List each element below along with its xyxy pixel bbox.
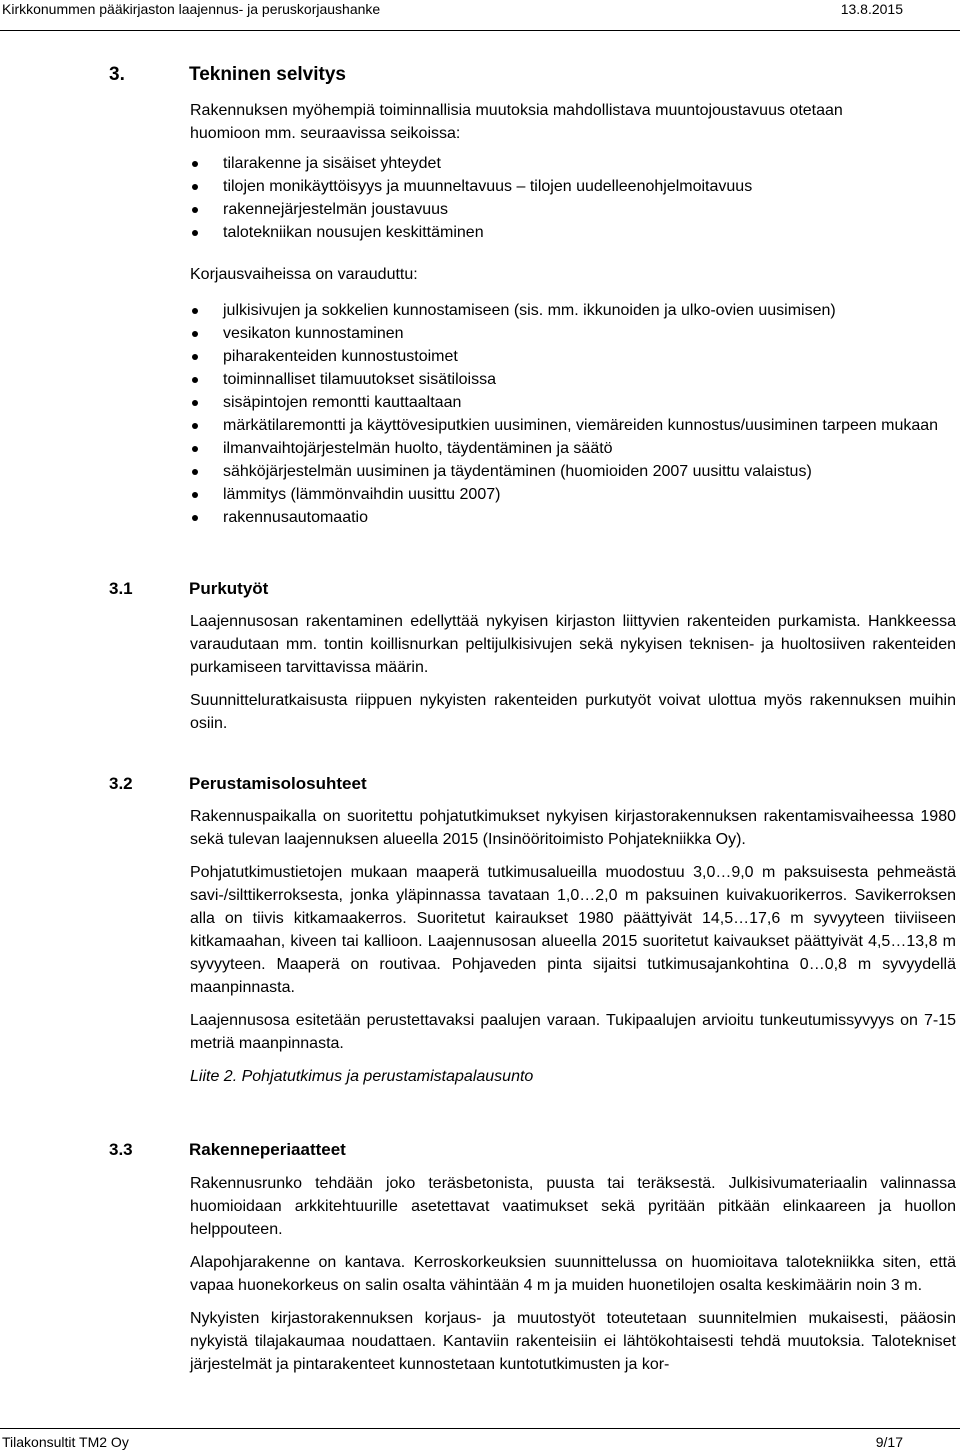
- renovation-lead: Korjausvaiheissa on varauduttu:: [190, 266, 418, 283]
- list-item: vesikaton kunnostaminen: [190, 322, 956, 345]
- section-title: Tekninen selvitys: [189, 64, 346, 85]
- paragraph: Rakennusrunko tehdään joko teräsbetonista, puusta tai teräksestä. Julkisivumateriaalin valinnassa huomioidaan arkkitehtuurille asetettavat vaatimukset sekä pyritään pitkään elinkaareen ja huollon helppouteen.: [190, 1175, 956, 1238]
- paragraph: Suunnitteluratkaisusta riippuen nykyisten rakenteiden purkutyöt voivat ulottua myös rakennuksen muihin osiin.: [190, 692, 956, 732]
- document-date: 13.8.2015: [840, 1, 903, 17]
- list-item: sisäpintojen remontti kauttaaltaan: [190, 391, 956, 414]
- paragraph: Laajennusosa esitetään perustettavaksi paalujen varaan. Tukipaalujen arvioitu tunkeutumissyvyys on 7-15 metriä maanpinnasta.: [190, 1012, 956, 1052]
- paragraph: Alapohjarakenne on kantava. Kerroskorkeuksien suunnittelussa on huomioitava talotekniikka siten, että vapaa huonekorkeus on salin osalta vähintään 4 m ja muiden huonetilojen osalta keskimäärin noin 3 m.: [190, 1254, 956, 1294]
- bullet-icon: [192, 469, 198, 475]
- list-item: märkätilaremontti ja käyttövesiputkien uusiminen, viemäreiden kunnostus/uusiminen tarpeen mukaan: [190, 414, 956, 437]
- section-3-heading: [109, 64, 346, 86]
- paragraph: Laajennusosan rakentaminen edellyttää nykyisen kirjaston liittyvien rakenteiden purkamista. Hankkeessa varaudutaan mm. tontin koillisnurkan peltijulkisivujen sekä nykyisen teknisen- ja huoltosiiven rakenteiden purkamiseen tarvittavissa määrin.: [190, 613, 956, 676]
- bullet-icon: [192, 230, 198, 236]
- section-number: 3.: [109, 64, 125, 85]
- section-3-intro: [190, 99, 956, 145]
- list-item: talotekniikan nousujen keskittäminen: [190, 221, 956, 244]
- bullet-icon: [192, 492, 198, 498]
- bullet-icon: [192, 423, 198, 429]
- page-number: 9/17: [875, 1434, 903, 1450]
- section-3-3-heading: 3.3 Rakenneperiaatteet: [109, 1140, 346, 1159]
- bullet-icon: [192, 515, 198, 521]
- bullet-icon: [192, 354, 198, 360]
- list-item: julkisivujen ja sokkelien kunnostamiseen (sis. mm. ikkunoiden ja ulko-ovien uusimisen): [190, 299, 956, 322]
- bullet-icon: [192, 400, 198, 406]
- intro-line-2: huomioon mm. seuraavissa seikoissa:: [190, 125, 461, 142]
- section-3-3-body: [190, 1172, 956, 1376]
- page-header: [0, 0, 960, 31]
- section-3-2-heading: 3.2 Perustamisolosuhteet: [109, 774, 367, 793]
- paragraph: Rakennuspaikalla on suoritettu pohjatutkimukset nykyisen kirjastorakennuksen rakentamisvaiheessa 1980 sekä tulevan laajennuksen alueella 2015 (Insinööritoimisto Pohjatekniikka Oy).: [190, 808, 956, 848]
- list-item: toiminnalliset tilamuutokset sisätiloissa: [190, 368, 956, 391]
- company-name: Tilakonsultit TM2 Oy: [2, 1434, 129, 1450]
- list-item: lämmitys (lämmönvaihdin uusittu 2007): [190, 483, 956, 506]
- list-item: tilojen monikäyttöisyys ja muunneltavuus – tilojen uudelleenohjelmoitavuus: [190, 175, 956, 198]
- document-title: Kirkkonummen pääkirjaston laajennus- ja peruskorjaushanke: [2, 1, 381, 17]
- list-item: rakennejärjestelmän joustavuus: [190, 198, 956, 221]
- bullet-icon: [192, 161, 198, 167]
- attachment-reference: Liite 2. Pohjatutkimus ja perustamistapalausunto: [190, 1068, 534, 1085]
- section-3-1-heading: 3.1 Purkutyöt: [109, 579, 269, 598]
- bullet-icon: [192, 331, 198, 337]
- bullet-icon: [192, 446, 198, 452]
- list-item: piharakenteiden kunnostustoimet: [190, 345, 956, 368]
- intro-line-1: Rakennuksen myöhempiä toiminnallisia muutoksia mahdollistava muuntojoustavuus otetaan: [190, 102, 843, 119]
- section-3-1-body: [190, 610, 956, 735]
- bullet-icon: [192, 184, 198, 190]
- bullet-icon: [192, 308, 198, 314]
- list-item: ilmanvaihtojärjestelmän huolto, täydentäminen ja säätö: [190, 437, 956, 460]
- section-3-2-body: [190, 805, 956, 1088]
- bullet-icon: [192, 207, 198, 213]
- list-item: tilarakenne ja sisäiset yhteydet: [190, 152, 956, 175]
- page-footer: [0, 1428, 960, 1452]
- bullet-icon: [192, 377, 198, 383]
- paragraph: Pohjatutkimustietojen mukaan maaperä tutkimusalueilla muodostuu 3,0…9,0 m paksuisesta pehmeästä savi-/silttikerroksesta, jonka yläpinnassa tavataan 1,0…2,0 m paksuinen kuivakuorikerros. Savikerroksen alla on tiivis kitkamaakerros. Suoritetut kairaukset 1980 päättyivät 14,5…17,6 m syvyyteen tiiviiseen kitkamaahan, kiveen tai kallioon. Laajennusosan alueella 2015 suoritetut kaivaukset päättyivät 4,5…13,8 m syvyyteen. Maaperä on routivaa. Pohjaveden pinta sijaitsi tutkimusajankohtina 0…0,8 m syvyydellä maanpinnasta.: [190, 864, 956, 996]
- list-item: rakennusautomaatio: [190, 506, 956, 529]
- flexibility-list: [190, 152, 956, 244]
- renovation-list: [190, 299, 956, 529]
- list-item: sähköjärjestelmän uusiminen ja täydentäminen (huomioiden 2007 uusittu valaistus): [190, 460, 956, 483]
- paragraph: Nykyisten kirjastorakennuksen korjaus- ja muutostyöt toteutetaan suunnitelmien mukaisesti, pääosin nykyistä tilajakaumaa noudattaen. Kantaviin rakenteisiin ei lähtökohtaisesti tehdä muutoksia. Talotekniset järjestelmät ja pintarakenteet kunnostetaan kuntotutkimusten ja kor-: [190, 1310, 956, 1373]
